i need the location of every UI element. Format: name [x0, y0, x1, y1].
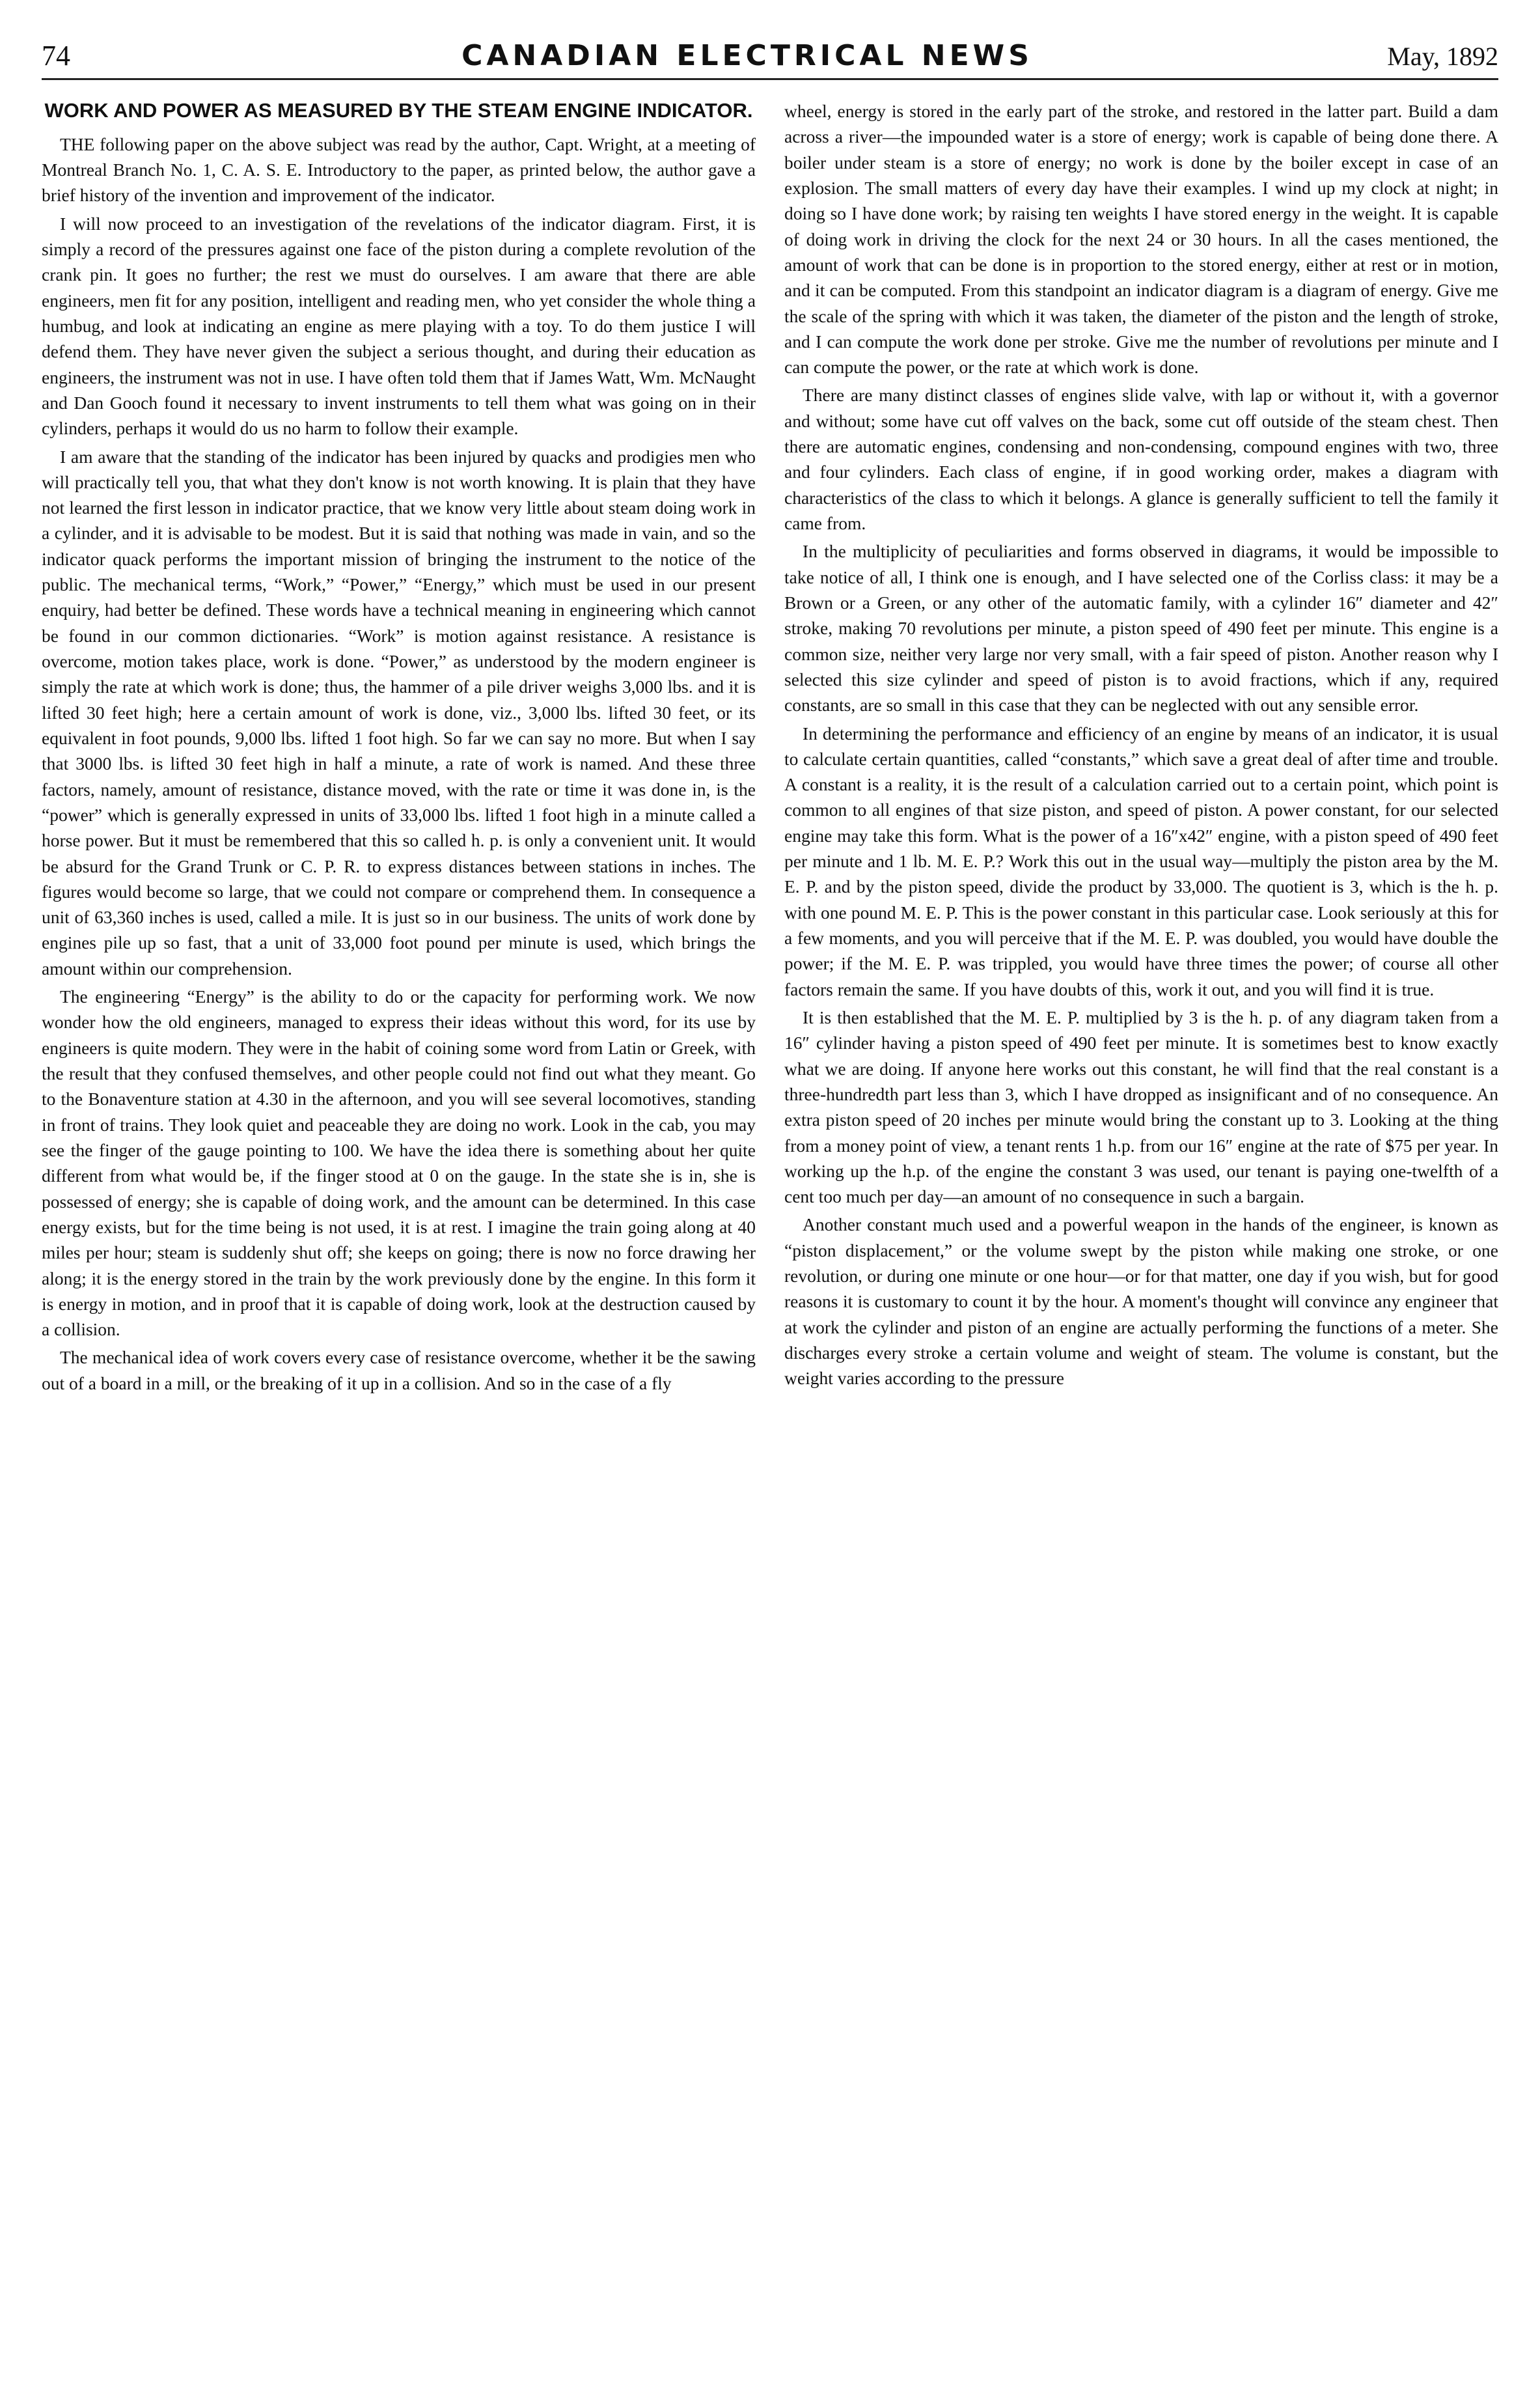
- paragraph: THE following paper on the above subject was read by the author, Capt. Wright, at a meeting of Montreal Branch No. 1, C. A. S. E. Introductory to the paper, as printed below, the author gave a brief history of the invention and improvement of the indicator.: [42, 133, 756, 206]
- article-columns: [42, 98, 1498, 1396]
- left-column: [42, 98, 756, 1396]
- issue-date: May, 1892: [1387, 42, 1498, 71]
- paragraph: I will now proceed to an investigation of the revelations of the indicator diagram. First, it is simply a record of the pressures against one face of the piston during a complete revolution of the crank pin. It goes no further; the rest we must do ourselves. I am aware that there are able engineers, men fit for any position, intelligent and reading men, who yet consider the whole thing a humbug, and look at indicating an engine as mere playing with a toy. To do them justice I will defend them. They have never given the subject a serious thought, and during their education as engineers, the instrument was not in use. I have often told them that if James Watt, Wm. McNaught and Dan Gooch found it necessary to invent instruments to tell them what was going on in their cylinders, perhaps it would do us no harm to follow their example.: [42, 213, 756, 439]
- page-header: [42, 39, 1498, 74]
- paragraph: It is then established that the M. E. P. multiplied by 3 is the h. p. of any diagram taken from a 16″ cylinder having a piston speed of 490 feet per minute. It is sometimes best to know exactly what we are doing. If anyone here works out this constant, he will find that the real constant is a three-hundredth part less than 3, which I have dropped as insignificant and of no consequence. An extra piston speed of 20 inches per minute would bring the constant up to 3. Looking at the thing from a money point of view, a tenant rents 1 h.p. from our 16″ engine at the rate of $75 per year. In working up the h.p. of the engine the constant 3 was used, our tenant is paying one-twelfth of a cent too much per day—an amount of no consequence in such a bargain.: [784, 1007, 1498, 1207]
- paragraph: In determining the performance and efficiency of an engine by means of an indicator, it is usual to calculate certain quantities, called “constants,” which save a great deal of after time and trouble. A constant is a reality, it is the result of a calculation carried out to a certain point, which point is common to all engines of that size piston, and speed of piston. A power constant, for our selected engine may take this form. What is the power of a 16″x42″ engine, with a piston speed of 490 feet per minute and 1 lb. M. E. P.? Work this out in the usual way—multiply the piston area by the M. E. P. and by the piston speed, divide the product by 33,000. The quotient is 3, which is the h. p. with one pound M. E. P. This is the power constant in this particular case. Look seriously at this for a few moments, and you will perceive that if the M. E. P. was doubled, you would have double the power; if the M. E. P. was trippled, you would have three times the power; of course all other factors remain the same. If you have doubts of this, work it out, and you will find it is true.: [784, 723, 1498, 999]
- paragraph: The mechanical idea of work covers every case of resistance overcome, whether it be the sawing out of a board in a mill, or the breaking of it up in a collision. And so in the case of a fly: [42, 1347, 756, 1393]
- article-title: WORK AND POWER AS MEASURED BY THE STEAM ENGINE INDICATOR.: [44, 99, 753, 122]
- paragraph: There are many distinct classes of engines slide valve, with lap or without it, with a governor and without; some have cut off valves on the back, some cut off outside of the steam chest. Then there are automatic engines, condensing and non-condensing, compound engines with two, three and four cylinders. Each class of engine, if in good working order, makes a diagram with characteristics of the class to which it belongs. A glance is generally sufficient to tell the family it came from.: [784, 385, 1498, 533]
- right-column: [784, 98, 1498, 1396]
- page-number: 74: [42, 40, 70, 72]
- header-rule: [42, 78, 1498, 80]
- paragraph: wheel, energy is stored in the early part of the stroke, and restored in the latter part. Build a dam across a river—the impounded water is a store of energy; work is capable of being done there. A boiler under steam is a store of energy; no work is done by the boiler except in case of an explosion. The small matters of every day have their examples. I wind up my clock at night; in doing so I have done work; by raising ten weights I have stored energy in the weight. It is capable of doing work in driving the clock for the next 24 or 30 hours. In all the cases mentioned, the amount of work that can be done is in proportion to the stored energy, either at rest or in motion, and it can be computed. From this standpoint an indicator diagram is a diagram of energy. Give me the scale of the spring with which it was taken, the diameter of the piston and the length of stroke, and I can compute the work done per stroke. Give me the number of revolutions per minute and I can compute the power, or the rate at which work is done.: [784, 101, 1498, 378]
- paragraph: The engineering “Energy” is the ability to do or the capacity for performing work. We now wonder how the old engineers, managed to express their ideas without this word, for its use by engineers is quite modern. They were in the habit of coining some word from Latin or Greek, with the result that they confused themselves, and other people could not find out what they meant. Go to the Bonaventure station at 4.30 in the afternoon, and you will see several locomotives, standing in front of trains. They look quiet and peaceable they are doing no work. Look in the cab, you may see the finger of the gauge pointing to 100. We have the idea there is something about her quite different from what would be, if the finger stood at 0 on the gauge. In the state she is in, she is possessed of energy; she is capable of doing work, and the amount can be determined. In this case energy exists, but for the time being is not used, it is at rest. I imagine the train going along at 40 miles per hour; steam is suddenly shut off; she keeps on going; there is now no force drawing her along; it is the energy stored in the train by the work previously done by the engine. In this form it is energy in motion, and in proof that it is capable of doing work, look at the destruction caused by a collision.: [42, 986, 756, 1340]
- publication-title: CANADIAN ELECTRICAL NEWS: [461, 39, 1033, 72]
- paragraph: I am aware that the standing of the indicator has been injured by quacks and prodigies men who will practically tell you, that what they don't know is not worth knowing. It is plain that they have not learned the first lesson in indicator practice, that we know very little about steam doing work in a cylinder, and it is advisable to be modest. But it is said that nothing was made in vain, and so the indicator quack performs the important mission of bringing the instrument to the notice of the public. The mechanical terms, “Work,” “Power,” “Energy,” which must be used in our present enquiry, had better be defined. These words have a technical meaning in engineering which cannot be found in our common dictionaries. “Work” is motion against resistance. A resistance is overcome, motion takes place, work is done. “Power,” as understood by the modern engineer is simply the rate at which work is done; thus, the hammer of a pile driver weighs 3,000 lbs. and it is lifted 30 feet high; here a certain amount of work is done, viz., 3,000 lbs. lifted 30 feet, or its equivalent in foot pounds, 9,000 lbs. lifted 1 foot high. So far we can say no more. But when I say that 3000 lbs. is lifted 30 feet high in half a minute, a rate of work is named. And these three factors, namely, amount of resistance, distance moved, with the rate or time it was done in, is the “power” which is generally expressed in units of 33,000 lbs. lifted 1 foot high in a minute called a horse power. But it must be remembered that this so called h. p. is only a convenient unit. It would be absurd for the Grand Trunk or C. P. R. to express distances between stations in inches. The figures would become so large, that we could not compare or comprehend them. In consequence a unit of 63,360 inches is used, called a mile. It is just so in our business. The units of work done by engines pile up so fast, that a unit of 33,000 foot pound per minute is used, which brings the amount within our comprehension.: [42, 446, 756, 979]
- paragraph: Another constant much used and a powerful weapon in the hands of the engineer, is known as “piston displacement,” or the volume swept by the piston while making one stroke, or one revolution, or during one minute or one hour—or for that matter, one day if you wish, but for good reasons it is customary to count it by the hour. A moment's thought will convince any engineer that at work the cylinder and piston of an engine are actually performing the functions of a meter. She discharges every stroke a certain volume and weight of steam. The volume is constant, but the weight varies according to the pressure: [784, 1214, 1498, 1389]
- paragraph: In the multiplicity of peculiarities and forms observed in diagrams, it would be impossible to take notice of all, I think one is enough, and I have selected one of the Corliss class: it may be a Brown or a Green, or any other of the automatic family, with a cylinder 16″ diameter and 42″ stroke, making 70 revolutions per minute, a piston speed of 490 feet per minute. This engine is a common size, neither very large nor very small, with a fair speed of piston. Another reason why I selected this size cylinder and speed of piston is to avoid fractions, which if any, required constants, are so small in this case that they can be neglected with out any sensible error.: [784, 541, 1498, 716]
